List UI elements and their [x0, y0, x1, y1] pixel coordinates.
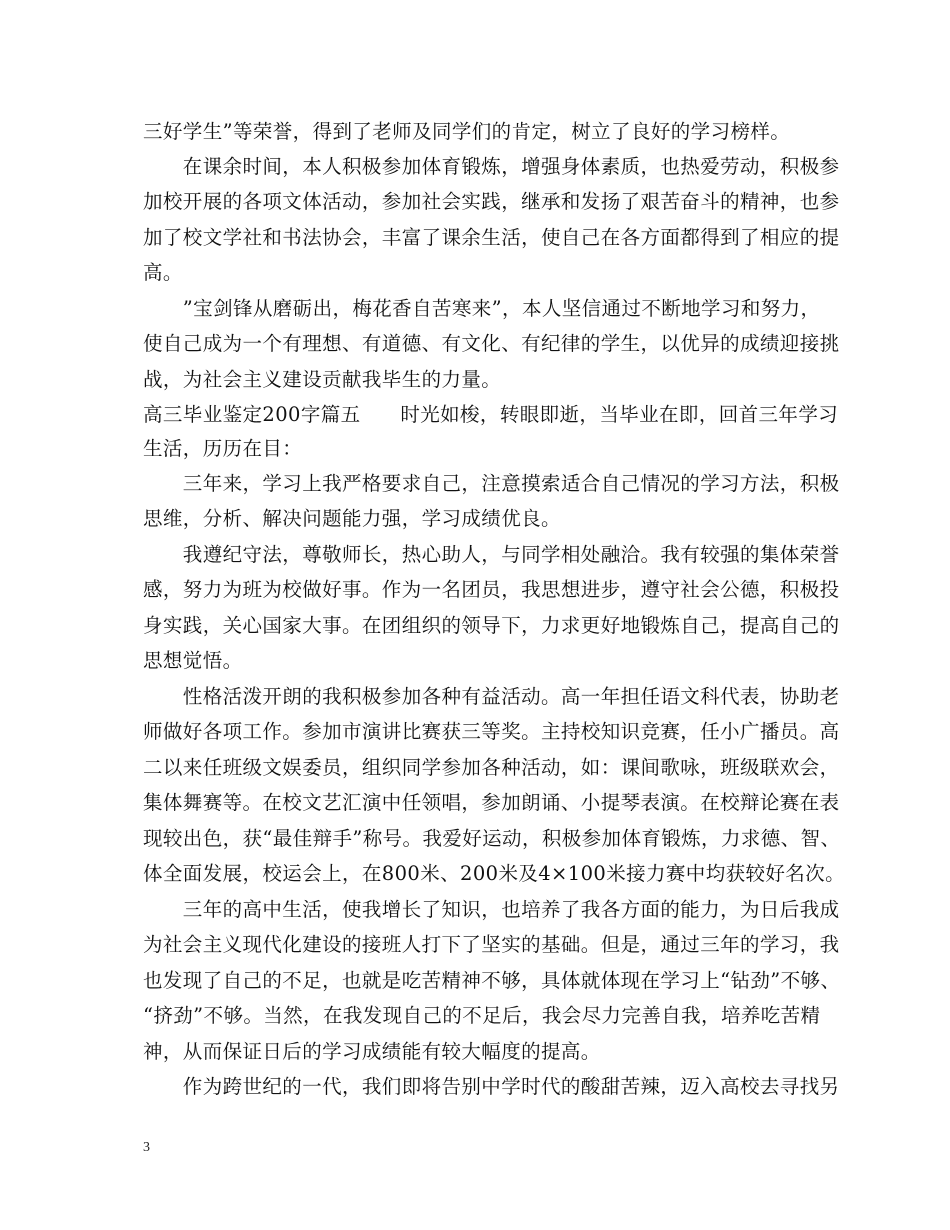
- text-line: 现较出色，获“最佳辩手”称号。我爱好运动，积极参加体育锻炼，力求德、智、: [143, 827, 841, 850]
- text-line: 加了校文学社和书法协会，丰富了课余生活，使自己在各方面都得到了相应的提: [143, 226, 840, 249]
- text-line: 思维，分析、解决问题能力强，学习成绩优良。: [143, 507, 561, 530]
- text-line: 作为跨世纪的一代，我们即将告别中学时代的酸甜苦辣，迈入高校去寻找另: [143, 1075, 840, 1098]
- text-line: 二以来任班级文娱委员，组织同学参加各种活动，如：课间歌咏，班级联欢会，: [143, 756, 840, 779]
- text-line: 三年来，学习上我严格要求自己，注意摸索适合自己情况的学习方法，积极: [143, 472, 840, 495]
- text-line: 思想觉悟。: [143, 649, 243, 672]
- section-heading-line: 高三毕业鉴定200字篇五 时光如梭，转眼即逝，当毕业在即，回首三年学习: [143, 403, 839, 426]
- text-line: 生活，历历在目：: [143, 437, 303, 460]
- page-number: 3: [143, 1140, 150, 1155]
- text-line: “挤劲”不够。当然，在我发现自己的不足后，我会尽力完善自我，培养吃苦精: [143, 1004, 821, 1027]
- text-line: 性格活泼开朗的我积极参加各种有益活动。高一年担任语文科代表，协助老: [143, 685, 840, 708]
- text-line: 集体舞赛等。在校文艺汇演中任领唱，参加朗诵、小提琴表演。在校辩论赛在表: [143, 791, 840, 814]
- text-line: 为社会主义现代化建设的接班人打下了坚实的基础。但是，通过三年的学习，我: [143, 933, 840, 956]
- text-line: 身实践，关心国家大事。在团组织的领导下，力求更好地锻炼自己，提高自己的: [143, 614, 840, 637]
- text-line: 师做好各项工作。参加市演讲比赛获三等奖。主持校知识竞赛，任小广播员。高: [143, 720, 840, 743]
- text-line: 也发现了自己的不足，也就是吃苦精神不够，具体就体现在学习上“钻劲”不够、: [143, 969, 841, 992]
- text-line: 加校开展的各项文体活动，参加社会实践，继承和发扬了艰苦奋斗的精神，也参: [143, 190, 840, 213]
- text-line: 神，从而保证日后的学习成绩能有较大幅度的提高。: [143, 1040, 601, 1063]
- text-line: 我遵纪守法，尊敬师长，热心助人，与同学相处融洽。我有较强的集体荣誉: [143, 543, 840, 566]
- text-line: 高。: [143, 261, 183, 284]
- text-line: 感，努力为班为校做好事。作为一名团员，我思想进步，遵守社会公德，积极投: [143, 578, 840, 601]
- text-line: 三好学生”等荣誉，得到了老师及同学们的肯定，树立了良好的学习榜样。: [143, 120, 791, 143]
- text-line: ”宝剑锋从磨砺出，梅花香自苦寒来”，本人坚信通过不断地学习和努力，: [143, 297, 821, 320]
- text-line: 在课余时间，本人积极参加体育锻炼，增强身体素质，也热爱劳动，积极参: [143, 155, 840, 178]
- text-line: 体全面发展，校运会上，在800米、200米及4×100米接力赛中均获较好名次。: [143, 862, 846, 885]
- text-line: 使自己成为一个有理想、有道德、有文化、有纪律的学生，以优异的成绩迎接挑: [143, 332, 840, 355]
- text-line: 三年的高中生活，使我增长了知识，也培养了我各方面的能力，为日后我成: [143, 898, 840, 921]
- text-line: 战，为社会主义建设贡献我毕生的力量。: [143, 368, 502, 391]
